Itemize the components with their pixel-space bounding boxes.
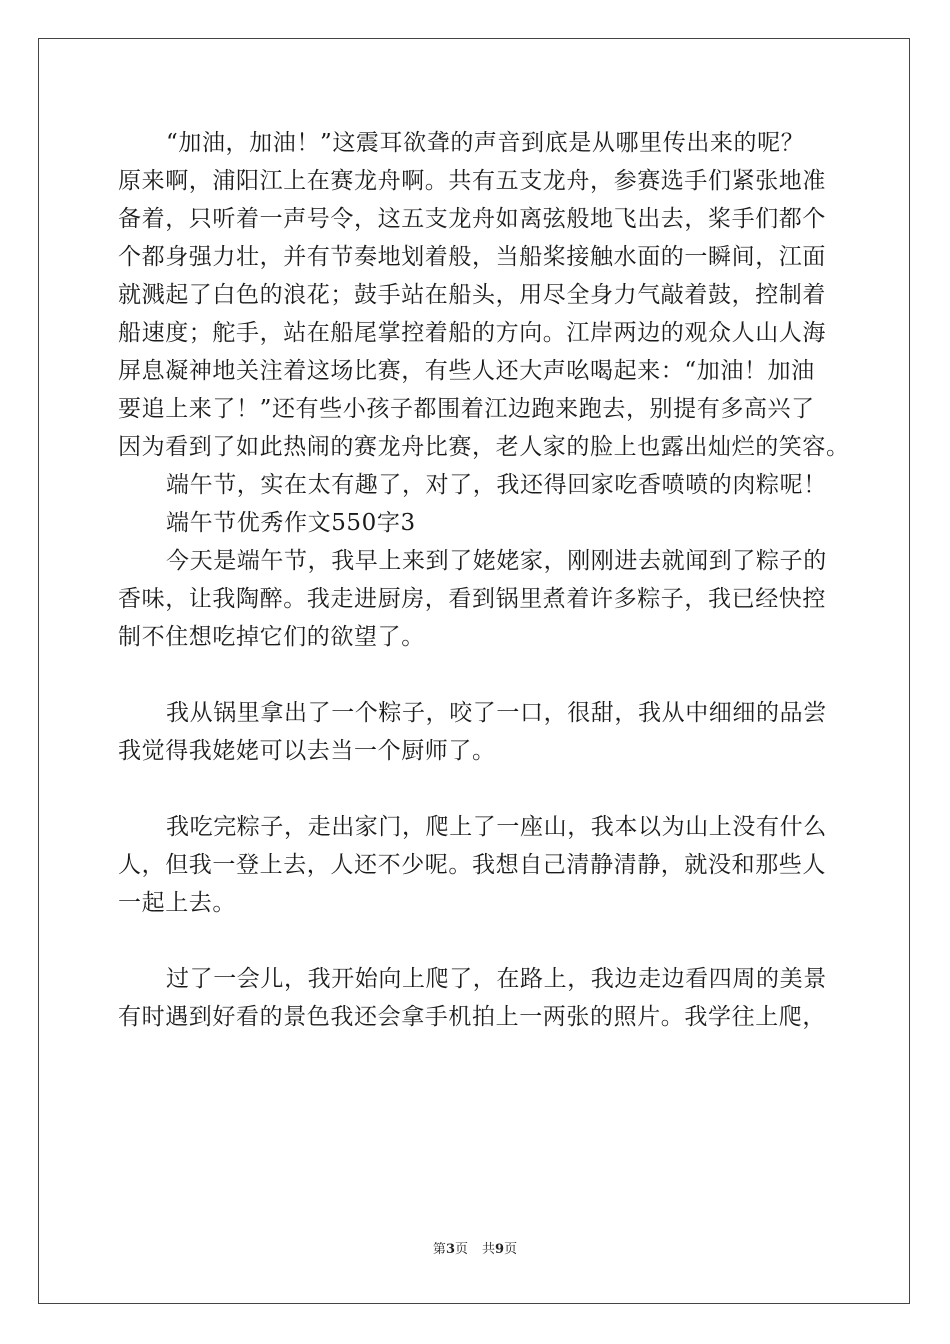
text-line: “加油，加油！”这震耳欲聋的声音到底是从哪里传出来的呢？ xyxy=(166,130,805,156)
page-label-mid: 页 xyxy=(454,1242,468,1257)
text-line: 端午节，实在太有趣了，对了，我还得回家吃香喷喷的肉粽呢！ xyxy=(166,472,827,498)
page-footer xyxy=(0,1238,950,1257)
total-label-suffix: 页 xyxy=(504,1242,518,1257)
text-line: 一起上去。 xyxy=(118,890,236,916)
page-total: 9 xyxy=(495,1242,505,1257)
text-line: 人，但我一登上去，人还不少呢。我想自己清静清静，就没和那些人 xyxy=(118,852,826,878)
text-line: 就溅起了白色的浪花；鼓手站在船头，用尽全身力气敲着鼓，控制着 xyxy=(118,282,826,308)
text-line: 有时遇到好看的景色我还会拿手机拍上一两张的照片。我学往上爬， xyxy=(118,1004,826,1030)
page-label-prefix: 第 xyxy=(432,1242,446,1257)
text-line: 船速度；舵手，站在船尾掌控着船的方向。江岸两边的观众人山人海 xyxy=(118,320,826,346)
text-line: 我觉得我姥姥可以去当一个厨师了。 xyxy=(118,738,496,764)
text-line: 今天是端午节，我早上来到了姥姥家，刚刚进去就闻到了粽子的 xyxy=(166,548,827,574)
text-line: 制不住想吃掉它们的欲望了。 xyxy=(118,624,425,650)
text-line: 我从锅里拿出了一个粽子，咬了一口，很甜，我从中细细的品尝 xyxy=(166,700,827,726)
section-title: 端午节优秀作文550字3 xyxy=(166,510,416,536)
text-line: 原来啊，浦阳江上在赛龙舟啊。共有五支龙舟，参赛选手们紧张地准 xyxy=(118,168,826,194)
text-line: 要追上来了！”还有些小孩子都围着江边跑来跑去，别提有多高兴了 xyxy=(118,396,815,422)
text-line: 因为看到了如此热闹的赛龙舟比赛，老人家的脸上也露出灿烂的笑容。 xyxy=(118,434,850,460)
text-line: 备着，只听着一声号令，这五支龙舟如离弦般地飞出去，桨手们都个 xyxy=(118,206,826,232)
text-line: 个都身强力壮，并有节奏地划着般，当船桨接触水面的一瞬间，江面 xyxy=(118,244,826,270)
text-line: 屏息凝神地关注着这场比赛，有些人还大声吆喝起来：“加油！加油 xyxy=(118,358,815,384)
page-current: 3 xyxy=(445,1242,455,1257)
total-label-prefix: 共 xyxy=(482,1242,496,1257)
text-line: 香味，让我陶醉。我走进厨房，看到锅里煮着许多粽子，我已经快控 xyxy=(118,586,826,612)
text-line: 过了一会儿，我开始向上爬了，在路上，我边走边看四周的美景 xyxy=(166,966,827,992)
text-line: 我吃完粽子，走出家门，爬上了一座山，我本以为山上没有什么 xyxy=(166,814,827,840)
